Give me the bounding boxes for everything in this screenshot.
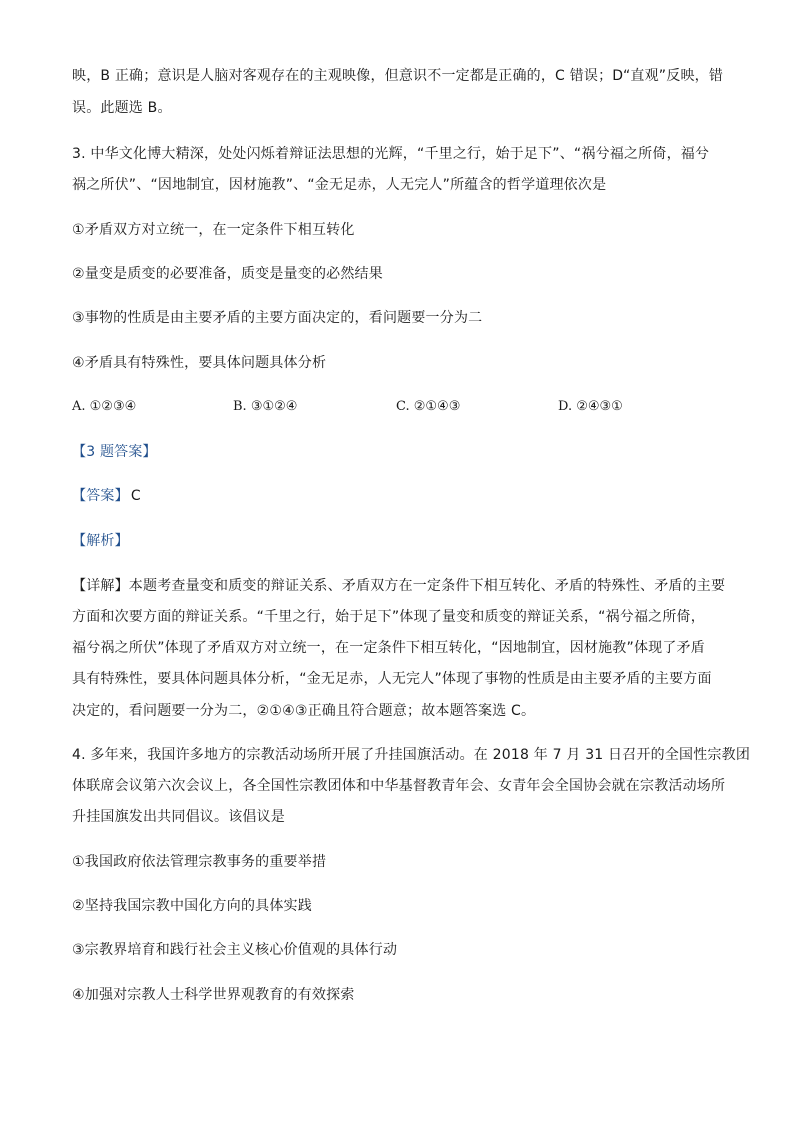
q4-stem-line-2: 体联席会议第六次会议上，各全国性宗教团体和中华基督教青年会、女青年会全国协会就在宗教活动场所 [72,778,726,794]
detail-line-1: 【详解】本题考查量变和质变的辩证关系、矛盾双方在一定条件下相互转化、矛盾的特殊性、矛盾的主要 [72,578,726,594]
answer-value: C [130,488,141,504]
q3-item-1: ①矛盾双方对立统一，在一定条件下相互转化 [72,222,355,238]
q3-stem-line-1: 3. 中华文化博大精深，处处闪烁着辩证法思想的光辉，“千里之行，始于足下”、“祸兮福之所倚，福兮 [72,146,710,162]
q4-item-3: ③宗教界培育和践行社会主义核心价值观的具体行动 [72,942,398,958]
prev-explanation-line-2: 误。此题选 B。 [72,100,172,116]
q3-stem-line-2: 祸之所伏”、“因地制宜，因材施教”、“金无足赤，人无完人”所蕴含的哲学道理依次是 [72,177,607,193]
q3-section-tag: 【3 题答案】 [72,444,157,460]
q3-item-2: ②量变是质变的必要准备，质变是量变的必然结果 [72,266,383,282]
q3-item-3: ③事物的性质是由主要矛盾的主要方面决定的，看问题要一分为二 [72,310,483,326]
q3-item-4: ④矛盾具有特殊性，要具体问题具体分析 [72,355,327,371]
q4-item-4: ④加强对宗教人士科学世界观教育的有效探索 [72,987,355,1003]
detail-line-4: 具有特殊性，要具体问题具体分析，“金无足赤，人无完人”体现了事物的性质是由主要矛盾的主要方面 [72,671,712,687]
analysis-tag: 【解析】 [72,533,129,549]
detail-line-3: 福兮祸之所伏”体现了矛盾双方对立统一，在一定条件下相互转化，“因地制宜，因材施教”体现了矛盾 [72,640,705,656]
q3-answer-line [72,487,732,505]
q4-stem-line-3: 升挂国旗发出共同倡议。该倡议是 [72,809,285,825]
q3-option-d: D. ②④③① [558,399,623,414]
detail-line-2: 方面和次要方面的辩证关系。“千里之行，始于足下”体现了量变和质变的辩证关系，“祸兮福之所倚， [72,609,705,625]
prev-explanation-line-1: 映，B 正确；意识是人脑对客观存在的主观映像，但意识不一定都是正确的，C 错误；D“直观”反映，错 [72,68,724,84]
q3-option-c: C. ②①④③ [396,399,461,414]
q3-option-a: A. ①②③④ [72,399,137,414]
q4-stem-line-1: 4. 多年来，我国许多地方的宗教活动场所开展了升挂国旗活动。在 2018 年 7 月 31 日召开的全国性宗教团 [72,747,751,763]
detail-line-5: 决定的，看问题要一分为二，②①④③正确且符合题意；故本题答案选 C。 [72,703,536,719]
q4-item-1: ①我国政府依法管理宗教事务的重要举措 [72,854,327,870]
answer-tag: 【答案】 [72,488,129,504]
q3-option-b: B. ③①②④ [233,399,298,414]
q4-item-2: ②坚持我国宗教中国化方向的具体实践 [72,898,312,914]
